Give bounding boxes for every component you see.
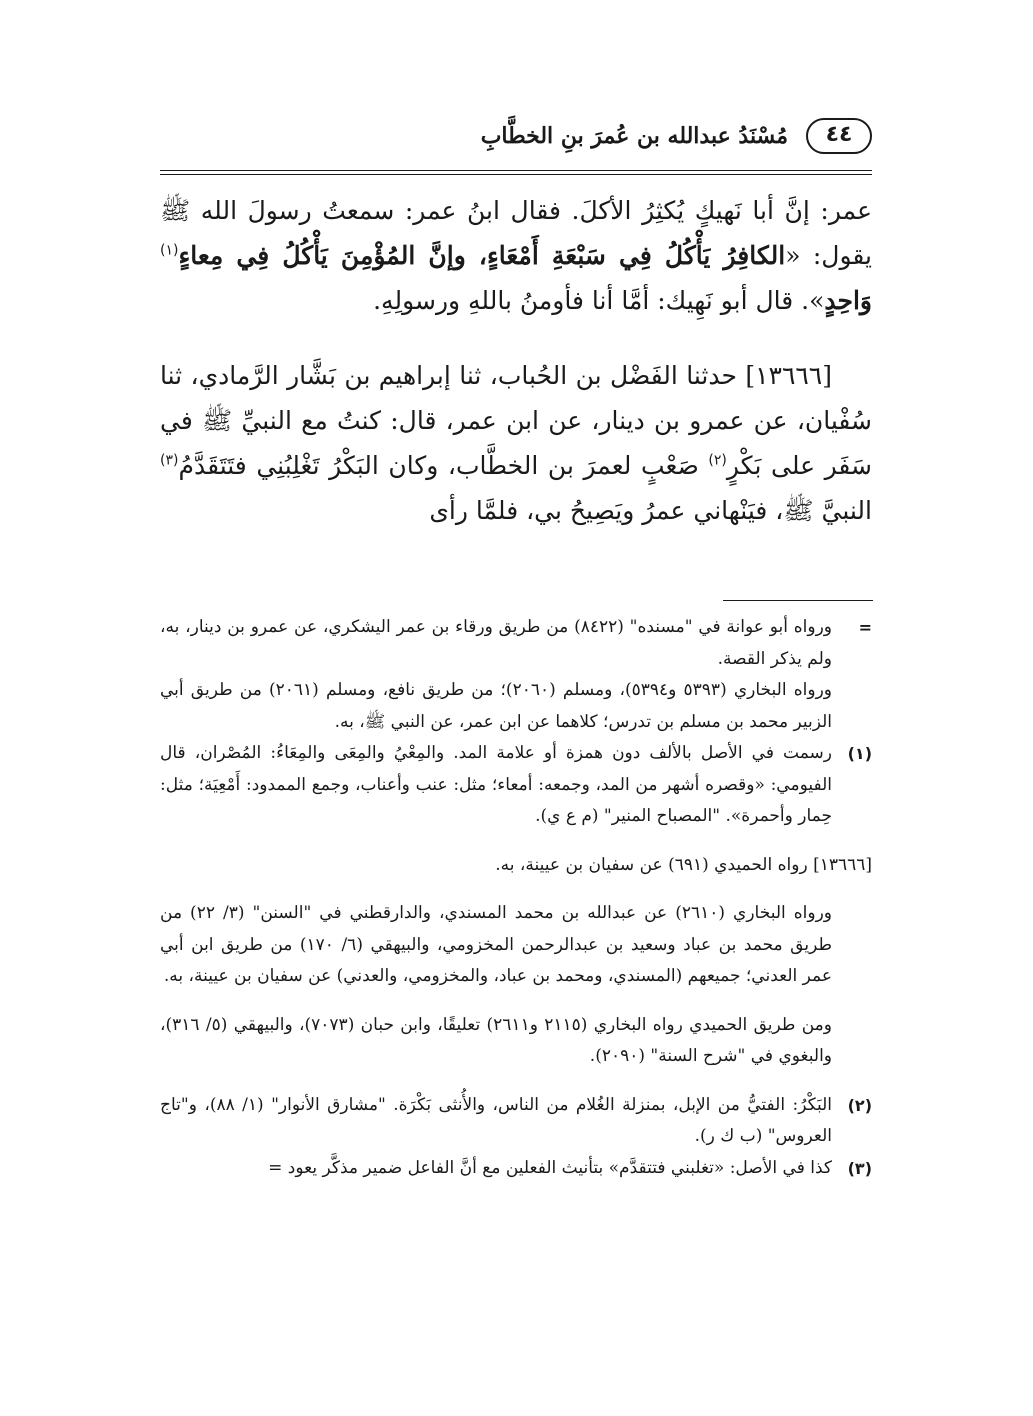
page-number: ٤٤ (806, 118, 872, 154)
footnote-3 (160, 1153, 872, 1185)
hadith-text-end: وَاحِدٍ (824, 286, 872, 315)
paragraph-hadith-13666 (160, 353, 872, 533)
footnotes (160, 612, 872, 1184)
footnote-number: (١) (847, 744, 872, 763)
footnote-ref-1: (١) (160, 242, 179, 259)
footnote-ref-3: (٣) (160, 452, 179, 469)
hadith-text: الكافِرُ يَأْكُلُ فِي سَبْعَةِ أَمْعَاءٍ، وإنَّ المُؤْمِنَ يَأْكُلُ فِي مِعاءٍ (178, 241, 786, 270)
paragraph-continuation (160, 188, 872, 323)
text-span: ». قال أبو نَهِيك: أمَّا أنا فأومنُ باللهِ ورسولِهِ. (373, 286, 825, 315)
footnote-2 (160, 1090, 872, 1153)
footnote-text: كذا في الأصل: «تغلبني فتتقدَّم» بتأنيث الفعلين مع أنَّ الفاعل ضمير مذكَّر يعود = (268, 1157, 832, 1178)
text-span: عمر: إنَّ أبا نَهيكٍ يُكثِرُ الأكلَ. فقال ابنُ عمر: سمعتُ رسولَ الله ﷺ يقول: « (160, 196, 872, 270)
text-span: صَعْبٍ لعمرَ بن الخطَّاب، وكان البَكْرُ تَغْلِبُنِي فتَتَقَدَّمُ (178, 451, 709, 480)
page-header (160, 112, 872, 168)
continuation-mark: = (858, 618, 872, 637)
footnote-continuation (160, 612, 872, 738)
footnote-1 (160, 738, 872, 833)
footnote-number: (٣) (847, 1158, 872, 1178)
text-span: [١٣٦٦٦] حدثنا الفَضْل بن الحُباب، ثنا إبراهيم بن بَشَّار الرَّمادي، ثنا سُفْيان، عن عمرو بن دينار، عن ابن عمر، قال: كنتُ مع النبيِّ ﷺ في سَفَر على بَكْرٍ (160, 361, 872, 480)
takhrij-head: [١٣٦٦٦] رواه الحميدي (٦٩١) عن سفيان بن عيينة، به. (495, 854, 872, 875)
header-rule (160, 170, 872, 175)
text-span: النبيَّ ﷺ، فيَنْهاني عمرُ ويَصِيحُ بي، فلمَّا رأى (429, 496, 872, 525)
main-text (160, 188, 872, 533)
footnote-separator (723, 600, 873, 601)
footnote-text: رسمت في الأصل بالألف دون همزة أو علامة المد. والمِعْيُ والمِعَى والمِعَاءُ: المُصْران، قال الفيومي: «وقصره أشهر من المد، وجمعه: أمعاء؛ مثل: عنب وأعناب، وجمع الممدود: أَمْعِيَة؛ مثل: حِمار وأحمرة». "المصباح المنير" (م ع ي). (160, 743, 833, 826)
footnote-text: ورواه أبو عوانة في "مسنده" (٨٤٢٢) من طريق ورقاء بن عمر اليشكري، عن عمرو بن دينار، به، ولم يذكر القصة. (160, 617, 832, 669)
footnote-text: البَكْرُ: الفتيُّ من الإبل، بمنزلة الغُلام من الناس، والأُنثى بَكْرَة. "مشارق الأنوار" (١/ ٨٨)، و"تاج العروس" (ب ك ر). (160, 1094, 832, 1146)
takhrij-text: ومن طريق الحميدي رواه البخاري (٢١١٥ و٢٦١١) تعليقًا، وابن حبان (٧٠٧٣)، والبيهقي (٥/ ٣١٦)، والبغوي في "شرح السنة" (٢٠٩٠). (160, 1014, 832, 1066)
footnote-number: (٢) (847, 1095, 872, 1115)
takhrij-13666 (160, 850, 872, 1073)
footnote-ref-2: (٢) (708, 452, 727, 469)
running-title: مُسْنَدُ عبدالله بن عُمرَ بنِ الخطَّابِ (480, 123, 788, 149)
takhrij-text: ورواه البخاري (٢٦١٠) عن عبدالله بن محمد المسندي، والدارقطني في "السنن" (٣/ ٢٢) من طريق محمد بن عباد وسعيد بن عبدالرحمن المخزومي، والبيهقي (٦/ ١٧٠) من طريق ابن أبي عمر العدني؛ جميعهم (المسندي، ومحمد بن عباد، والمخزومي، والعدني) عن سفيان بن عيينة، به. (160, 903, 832, 986)
footnote-text: ورواه البخاري (٥٣٩٣ و٥٣٩٤)، ومسلم (٢٠٦٠)؛ من طريق نافع، ومسلم (٢٠٦١) من طريق أبي الزبير محمد بن مسلم بن تدرس؛ كلاهما عن ابن عمر، عن النبي ﷺ، به. (160, 680, 832, 732)
